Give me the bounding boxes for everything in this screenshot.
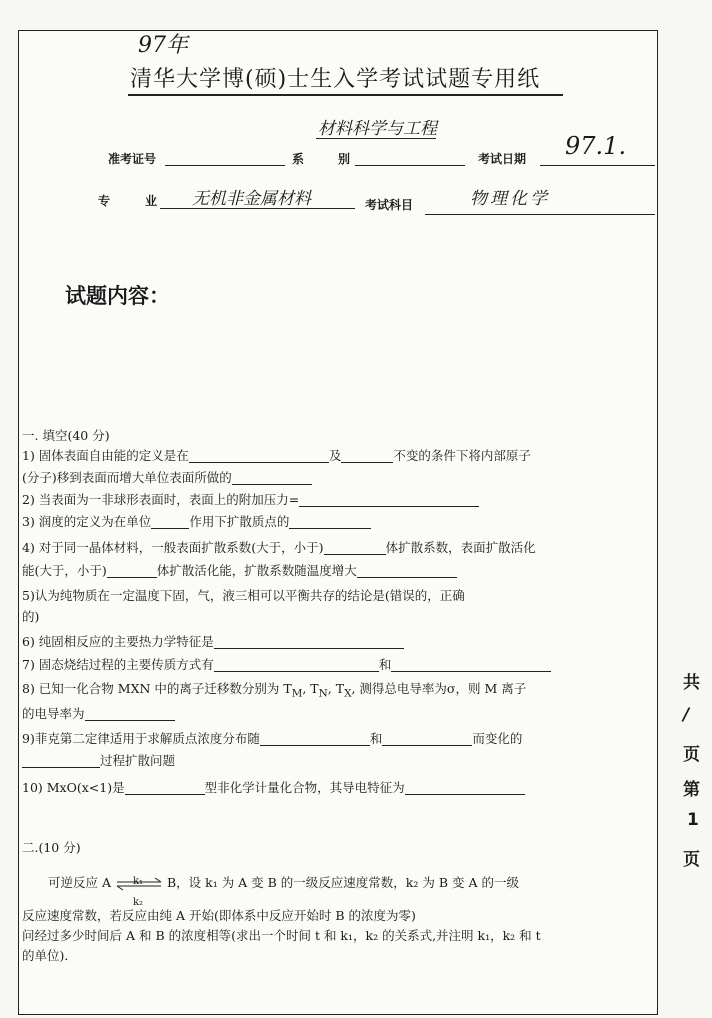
question-10 bbox=[22, 780, 525, 795]
blank bbox=[289, 516, 371, 529]
question-9-cont bbox=[22, 753, 175, 768]
q7-text-a: 7) 固态烧结过程的主要传质方式有 bbox=[22, 657, 214, 672]
q8-text-a: 8) 已知一化合物 MXN 中的离子迁移数分别为 T bbox=[22, 681, 292, 696]
blank bbox=[22, 755, 100, 768]
q2-text: 2) 当表面为一非球形表面时，表面上的附加压力= bbox=[22, 492, 300, 507]
question-8 bbox=[22, 681, 526, 702]
major-value: 无机非金属材料 bbox=[192, 189, 311, 209]
section2-para-2: 反应速度常数，若反应由纯 A 开始(即体系中反应开始时 B 的浓度为零) bbox=[22, 908, 416, 923]
q8-comma-1: , T bbox=[302, 681, 319, 696]
blank bbox=[214, 636, 404, 649]
k1-label: k₁ bbox=[133, 875, 144, 887]
page-count-total: / bbox=[683, 705, 690, 725]
section2-para-1 bbox=[48, 868, 519, 908]
q4-text-a: 4) 对于同一晶体材料，一般表面扩散系数(大于，小于) bbox=[22, 540, 324, 555]
department-name: 材料科学与工程 bbox=[318, 119, 437, 139]
q8-sub-n: N bbox=[318, 687, 328, 700]
q5-text-b: 的) bbox=[22, 609, 40, 624]
major-field bbox=[160, 208, 355, 209]
page-title: 清华大学博(硕)士生入学考试试题专用纸 bbox=[130, 67, 541, 92]
blank bbox=[341, 450, 393, 463]
section2-para-3: 问经过多少时间后 A 和 B 的浓度相等(求出一个时间 t 和 k₁，k₂ 的关系式,并注明 k₁，k₂ 和 t bbox=[22, 928, 541, 943]
q1-text-c: 不变的条件下将内部原子 bbox=[393, 448, 531, 463]
q1-text-b: 及 bbox=[328, 448, 342, 463]
page-count-char-1: 共 bbox=[683, 673, 700, 693]
exam-number-label: 准考证号 bbox=[108, 152, 157, 166]
q8-sub-x: X bbox=[344, 687, 352, 700]
question-5 bbox=[22, 588, 465, 603]
date-value: 97.1. bbox=[565, 132, 627, 160]
section2-heading: 二.(10 分) bbox=[22, 840, 81, 855]
question-7 bbox=[22, 657, 551, 672]
q8-text-c: 的电导率为 bbox=[22, 706, 85, 721]
title-underline bbox=[128, 94, 563, 96]
page-count-char-3: 页 bbox=[683, 745, 700, 765]
date-field bbox=[540, 165, 655, 166]
q4-text-b: 体扩散系数，表面扩散活化 bbox=[385, 540, 536, 555]
q4-text-d: 体扩散活化能，扩散系数随温度增大 bbox=[156, 563, 357, 578]
blank bbox=[232, 472, 312, 485]
question-2 bbox=[22, 492, 479, 507]
s2-text-b: B，设 k₁ 为 A 变 B 的一级反应速度常数，k₂ 为 B 变 A 的一级 bbox=[166, 875, 519, 890]
q1-text-a: 1) 固体表面自由能的定义是在 bbox=[22, 448, 189, 463]
subtitle-underline bbox=[316, 138, 436, 139]
subject-field bbox=[425, 214, 655, 215]
q6-text: 6) 纯固相反应的主要热力学特征是 bbox=[22, 634, 214, 649]
q5-text-a: 5)认为纯物质在一定温度下固，气，液三相可以平衡共存的结论是(错误的，正确 bbox=[22, 588, 465, 603]
q10-text-a: 10) MxO(x<1)是 bbox=[22, 780, 125, 795]
q3-text-b: 作用下扩散质点的 bbox=[189, 514, 290, 529]
question-6 bbox=[22, 634, 404, 649]
dept-field bbox=[355, 165, 465, 166]
page-count-char-4: 第 bbox=[683, 780, 700, 800]
question-1-cont bbox=[22, 470, 312, 485]
q8-text-b: , 测得总电导率为σ，则 M 离子 bbox=[351, 681, 527, 696]
section1-heading: 一. 填空(40 分) bbox=[22, 428, 110, 443]
page-count-char-6: 页 bbox=[683, 850, 700, 870]
reversible-arrow bbox=[115, 869, 163, 908]
q9-text-b: 和 bbox=[369, 731, 383, 746]
question-9 bbox=[22, 731, 522, 746]
page-number: 1 bbox=[687, 810, 699, 830]
s2-text-a: 可逆反应 A bbox=[48, 875, 112, 890]
q3-text-a: 3) 润度的定义为在单位 bbox=[22, 514, 152, 529]
blank bbox=[382, 733, 472, 746]
content-heading: 试题内容： bbox=[65, 283, 170, 308]
blank bbox=[189, 450, 329, 463]
blank bbox=[214, 659, 379, 672]
dept-label-1: 系 bbox=[292, 152, 305, 166]
question-3 bbox=[22, 514, 371, 529]
blank bbox=[260, 733, 370, 746]
blank bbox=[299, 494, 479, 507]
q9-text-c: 而变化的 bbox=[472, 731, 523, 746]
q7-text-b: 和 bbox=[378, 657, 392, 672]
question-8-cont bbox=[22, 706, 175, 721]
major-label-1: 专 bbox=[98, 194, 111, 208]
q9-text-d: 过程扩散问题 bbox=[100, 753, 176, 768]
date-label: 考试日期 bbox=[478, 152, 527, 166]
blank bbox=[391, 659, 551, 672]
k2-label: k₂ bbox=[133, 896, 144, 908]
blank bbox=[324, 542, 386, 555]
q9-text-a: 9)菲克第二定律适用于求解质点浓度分布随 bbox=[22, 731, 260, 746]
exam-number-field bbox=[165, 165, 285, 166]
question-4 bbox=[22, 540, 536, 555]
question-4-cont bbox=[22, 563, 457, 578]
blank bbox=[125, 782, 205, 795]
dept-label-2: 别 bbox=[338, 152, 351, 166]
q10-text-b: 型非化学计量化合物，其导电特征为 bbox=[204, 780, 405, 795]
year-note: 97年 bbox=[138, 33, 188, 58]
blank bbox=[85, 708, 175, 721]
q4-text-c: 能(大于，小于) bbox=[22, 563, 107, 578]
q8-sub-m: M bbox=[291, 687, 303, 700]
major-label-2: 业 bbox=[145, 194, 158, 208]
question-1 bbox=[22, 448, 531, 463]
section2-para-4: 的单位)． bbox=[22, 948, 77, 963]
subject-label: 考试科目 bbox=[365, 198, 414, 212]
question-5-cont bbox=[22, 609, 39, 624]
q1-text-d: (分子)移到表面而增大单位表面所做的 bbox=[22, 470, 232, 485]
blank bbox=[357, 565, 457, 578]
blank bbox=[405, 782, 525, 795]
subject-value: 物理化学 bbox=[470, 189, 550, 209]
q8-comma-2: , T bbox=[327, 681, 345, 696]
blank bbox=[151, 516, 189, 529]
blank bbox=[107, 565, 157, 578]
